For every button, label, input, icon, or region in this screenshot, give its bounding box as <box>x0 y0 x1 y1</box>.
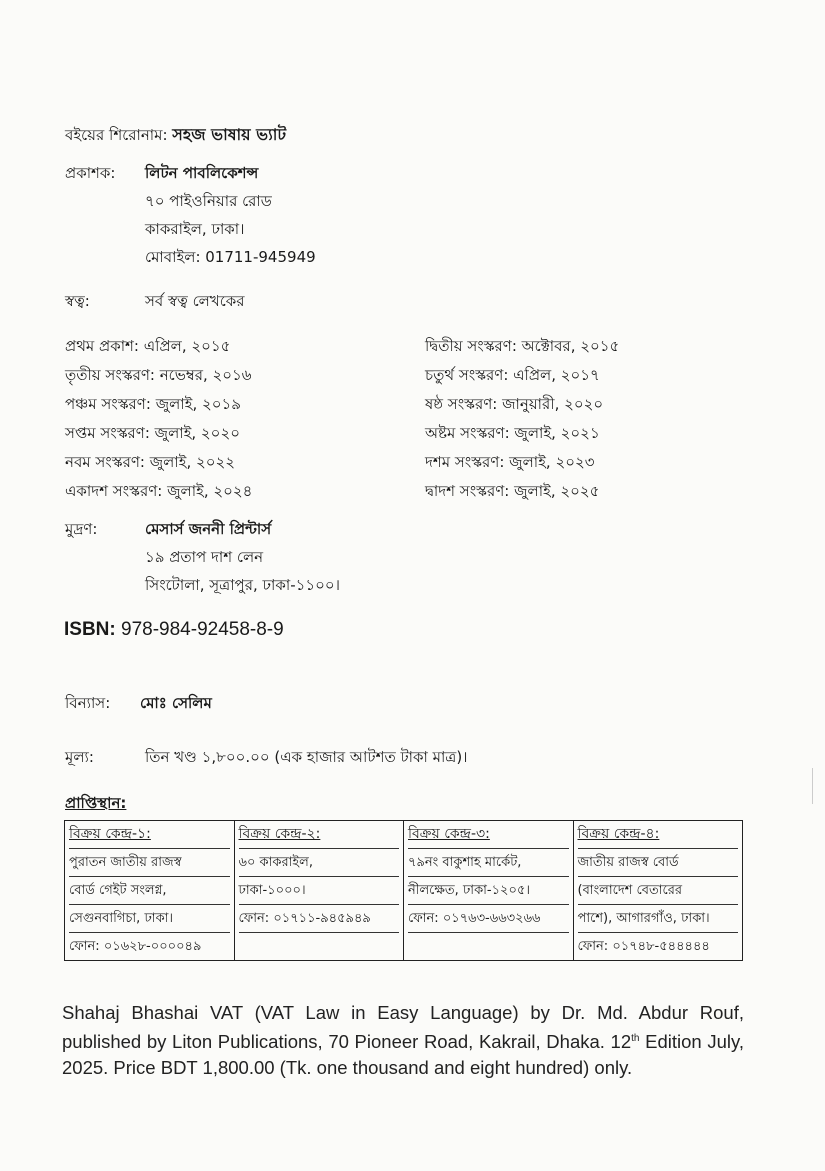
outlet-line: বোর্ড গেইট সংলগ্ন, <box>69 877 230 905</box>
english-description <box>62 1000 744 1081</box>
outlet-phone: ফোন: ০১৬২৮-০০০০৪৯ <box>69 939 202 954</box>
edition-entry: চতুর্থ সংস্করণ: এপ্রিল, ২০১৭ <box>425 366 600 384</box>
outlet-line: ৭৯নং বাকুশাহ মার্কেট, <box>408 849 569 877</box>
printer-address-1: ১৯ প্রতাপ দাশ লেন <box>145 548 264 566</box>
publisher-name: লিটন পাবলিকেশন্স <box>145 164 259 182</box>
outlet-title: বিক্রয় কেন্দ্র-৩: <box>408 821 569 849</box>
english-description-superscript: th <box>631 1033 640 1044</box>
edition-entry: দ্বাদশ সংস্করণ: জুলাই, ২০২৫ <box>425 482 600 500</box>
publisher-address-1: ৭০ পাইওনিয়ার রোড <box>145 192 272 210</box>
publisher-address-2: কাকরাইল, ঢাকা। <box>145 220 245 238</box>
outlet-line: সেগুনবাগিচা, ঢাকা। <box>69 905 230 933</box>
edition-entry: প্রথম প্রকাশ: এপ্রিল, ২০১৫ <box>65 337 231 355</box>
rights-label: স্বত্ব: <box>65 292 90 310</box>
availability-label: প্রাপ্তিস্থান: <box>65 794 127 812</box>
outlet-phone: ফোন: ০১৭১১-৯৪৫৯৪৯ <box>239 905 400 933</box>
layout-credit-value: মোঃ সেলিম <box>140 694 212 712</box>
edition-entry: অষ্টম সংস্করণ: জুলাই, ২০২১ <box>425 424 600 442</box>
scan-mark <box>812 768 813 804</box>
edition-entry: ষষ্ঠ সংস্করণ: জানুয়ারী, ২০২০ <box>425 395 604 413</box>
edition-entry: একাদশ সংস্করণ: জুলাই, ২০২৪ <box>65 482 253 500</box>
edition-entry: দ্বিতীয় সংস্করণ: অক্টোবর, ২০১৫ <box>425 337 620 355</box>
printer-address-2: সিংটোলা, সূত্রাপুর, ঢাকা-১১০০। <box>145 576 340 594</box>
book-title-value: সহজ ভাষায় ভ্যাট <box>172 125 287 144</box>
outlet-cell <box>234 821 404 961</box>
rights-value: সর্ব স্বত্ব লেখকের <box>145 292 245 310</box>
outlet-line: পুরাতন জাতীয় রাজস্ব <box>69 849 230 877</box>
edition-entry: পঞ্চম সংস্করণ: জুলাই, ২০১৯ <box>65 395 241 413</box>
edition-entry: নবম সংস্করণ: জুলাই, ২০২২ <box>65 453 236 471</box>
printer-name: মেসার্স জননী প্রিন্টার্স <box>145 520 272 538</box>
english-description-part-1: Shahaj Bhashai VAT (VAT Law in Easy Language) by Dr. Md. Abdur Rouf, published by Liton Publications, 70 Pioneer Road, Kakrail, Dhaka. 12 <box>62 1002 744 1053</box>
printer-label: মুদ্রণ: <box>65 520 98 538</box>
outlet-title: বিক্রয় কেন্দ্র-৪: <box>578 821 739 849</box>
price-value: তিন খণ্ড ১,৮০০.০০ (এক হাজার আটশত টাকা মাত্র)। <box>145 748 468 766</box>
edition-entry: তৃতীয় সংস্করণ: নভেম্বর, ২০১৬ <box>65 366 252 384</box>
price-label: মূল্য: <box>65 748 94 766</box>
editions-left-column <box>65 332 252 506</box>
isbn-label: ISBN: <box>64 619 116 640</box>
book-title-line <box>65 122 286 149</box>
editions-right-column <box>425 332 619 506</box>
outlets-table <box>64 820 743 961</box>
outlet-line: জাতীয় রাজস্ব বোর্ড <box>578 849 739 877</box>
outlet-phone: ফোন: ০১৭৬৩-৬৬৩২৬৬ <box>408 905 569 933</box>
outlet-line: ৬০ কাকরাইল, <box>239 849 400 877</box>
outlet-title: বিক্রয় কেন্দ্র-১: <box>69 821 230 849</box>
outlet-line: নীলক্ষেত, ঢাকা-১২০৫। <box>408 877 569 905</box>
outlet-line: ঢাকা-১০০০। <box>239 877 400 905</box>
outlet-cell <box>65 821 235 961</box>
publisher-mobile: মোবাইল: 01711-945949 <box>145 248 316 266</box>
english-description-part-2: Edition July, 2025. Price BDT 1,800.00 (Tk. one thousand and eight hundred) only. <box>62 1031 745 1079</box>
outlet-line: (বাংলাদেশ বেতারের <box>578 877 739 905</box>
outlet-title: বিক্রয় কেন্দ্র-২: <box>239 821 400 849</box>
outlet-cell <box>573 821 743 961</box>
book-title-label: বইয়ের শিরোনাম: <box>65 126 168 144</box>
isbn-line <box>64 619 284 641</box>
layout-credit-label: বিন্যাস: <box>65 694 111 712</box>
outlet-line: পাশে), আগারগাঁও, ঢাকা। <box>578 905 739 933</box>
publisher-label: প্রকাশক: <box>65 164 116 182</box>
outlet-cell <box>404 821 574 961</box>
edition-entry: দশম সংস্করণ: জুলাই, ২০২৩ <box>425 453 595 471</box>
edition-entry: সপ্তম সংস্করণ: জুলাই, ২০২০ <box>65 424 240 442</box>
outlet-phone: ফোন: ০১৭৪৮-৫৪৪৪৪৪ <box>577 939 710 954</box>
isbn-value: 978-984-92458-8-9 <box>121 619 284 640</box>
